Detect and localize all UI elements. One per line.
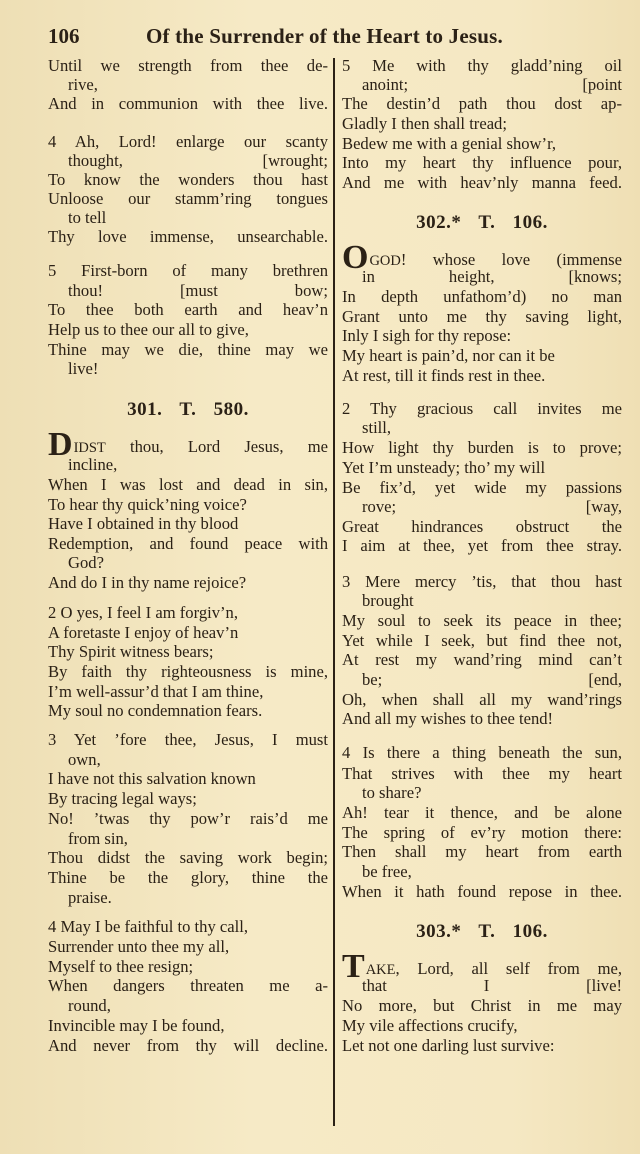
verse-line: 5 First-born of many brethren — [48, 261, 328, 280]
verse-line: The spring of ev’ry motion there: — [342, 823, 622, 842]
verse-line: The destin’d path thou dost ap- — [342, 94, 622, 113]
verse-line: Invincible may I be found, — [48, 1016, 225, 1035]
verse-line: 2 O yes, I feel I am forgiv’n, — [48, 603, 239, 622]
verse-line: to share? — [362, 783, 422, 802]
verse-line: 4 May I be faithful to thy call, — [48, 917, 248, 936]
verse-line: Bedew me with a genial show’r, — [342, 134, 557, 153]
verse-line: live! — [68, 359, 99, 378]
verse-line: anoint; [point — [362, 75, 622, 94]
verse-line: I’m well-assur’d that I am thine, — [48, 682, 264, 701]
verse-line: Unloose our stamm’ring tongues — [48, 189, 328, 208]
verse-line: Redemption, and found peace with — [48, 534, 328, 553]
small-caps-word: IDST — [73, 440, 106, 456]
verse-line: My soul no condemnation fears. — [48, 701, 263, 720]
verse-line: And never from thy will decline. — [48, 1036, 328, 1055]
verse-line — [48, 426, 328, 463]
verse-line: Have I obtained in thy blood — [48, 514, 239, 533]
verse-line: Grant unto me thy saving light, — [342, 307, 622, 326]
verse-line: Then shall my heart from earth — [342, 842, 622, 861]
page-title: Of the Surrender of the Heart to Jesus. — [146, 24, 503, 48]
verse-line: Until we strength from thee de- — [48, 56, 328, 75]
column-divider — [333, 58, 335, 1126]
verse-line: No more, but Christ in me may — [342, 996, 622, 1015]
verse-line: I aim at thee, yet from thee stray. — [342, 536, 622, 555]
verse-line: still, — [362, 418, 392, 437]
verse-line: brought — [362, 591, 414, 610]
drop-cap: O — [342, 239, 369, 276]
verse-line: Great hindrances obstruct the — [342, 517, 622, 536]
verse-line: rove; [way, — [362, 497, 622, 516]
running-header — [48, 24, 628, 52]
verse-line: My soul to seek its peace in thee; — [342, 611, 622, 630]
verse-line: 3 Mere mercy ’tis, that thou hast — [342, 572, 622, 591]
verse-line: Into my heart thy influence pour, — [342, 153, 622, 172]
verse-line: be; [end, — [362, 670, 622, 689]
verse-line: in height, [knows; — [362, 267, 622, 286]
verse-line: 3 Yet ’fore thee, Jesus, I must — [48, 730, 328, 749]
verse-line: Thine may we die, thine may we — [48, 340, 328, 359]
verse-line: To thee both earth and heav’n — [48, 300, 328, 319]
verse-line: And do I in thy name rejoice? — [48, 573, 247, 592]
verse-line: rive, — [68, 75, 98, 94]
page-number: 106 — [48, 24, 80, 48]
verse-line: God? — [68, 553, 104, 572]
hymn-heading: 303.* T. 106. — [416, 921, 548, 942]
verse-line: Yet I’m unsteady; tho’ my will — [342, 458, 546, 477]
verse-line: When I was lost and dead in sin, — [48, 475, 328, 494]
verse-line: Surrender unto thee my all, — [48, 937, 230, 956]
verse-line: Help us to thee our all to give, — [48, 320, 249, 339]
verse-line: A foretaste I enjoy of heav’n — [48, 623, 239, 642]
verse-line: Let not one darling lust survive: — [342, 1036, 555, 1055]
verse-line: Thine be the glory, thine the — [48, 868, 328, 887]
verse-line — [342, 948, 622, 985]
verse-line: My heart is pain’d, nor can it be — [342, 346, 555, 365]
verse-text: ! whose love (immense — [400, 250, 622, 269]
verse-line: Thou didst the saving work begin; — [48, 848, 328, 867]
small-caps-word: GOD — [369, 253, 401, 269]
verse-line: By faith thy righteousness is mine, — [48, 662, 328, 681]
verse-line: At rest, till it finds rest in thee. — [342, 366, 546, 385]
verse-line: I have not this salvation known — [48, 769, 256, 788]
verse-line: praise. — [68, 888, 112, 907]
verse-line: be free, — [362, 862, 412, 881]
verse-line: And in communion with thee live. — [48, 94, 328, 113]
drop-cap: D — [48, 426, 73, 463]
verse-line: When it hath found repose in thee. — [342, 882, 622, 901]
verse-line: When dangers threaten me a- — [48, 976, 328, 995]
verse-line: that I [live! — [362, 976, 622, 995]
verse-line: To hear thy quick’ning voice? — [48, 495, 247, 514]
verse-line: No! ’twas thy pow’r rais’d me — [48, 809, 328, 828]
verse-line — [342, 239, 622, 276]
verse-line: My vile affections crucify, — [342, 1016, 518, 1035]
verse-line: Myself to thee resign; — [48, 957, 194, 976]
verse-line: Thy love immense, unsearchable. — [48, 227, 328, 246]
verse-line: That strives with thee my heart — [342, 764, 622, 783]
verse-line: Be fix’d, yet wide my passions — [342, 478, 622, 497]
verse-line: own, — [68, 750, 101, 769]
verse-line: At rest my wand’ring mind can’t — [342, 650, 622, 669]
verse-text: thou, Lord Jesus, me — [105, 437, 328, 456]
verse-line: And all my wishes to thee tend! — [342, 709, 554, 728]
hymn-heading: 302.* T. 106. — [416, 212, 548, 233]
verse-line: Inly I sigh for thy repose: — [342, 326, 512, 345]
verse-line: Ah! tear it thence, and be alone — [342, 803, 622, 822]
verse-line: 2 Thy gracious call invites me — [342, 399, 622, 418]
verse-line: 4 Ah, Lord! enlarge our scanty — [48, 132, 328, 151]
verse-line: By tracing legal ways; — [48, 789, 197, 808]
verse-line: to tell — [68, 208, 107, 227]
verse-line: And me with heav’nly manna feed. — [342, 173, 622, 192]
verse-text: , Lord, all self from me, — [395, 959, 622, 978]
verse-line: round, — [68, 996, 111, 1015]
verse-line: Gladly I then shall tread; — [342, 114, 507, 133]
small-caps-word: AKE — [365, 962, 396, 978]
verse-line: incline, — [68, 455, 118, 474]
verse-line: thought, [wrought; — [68, 151, 328, 170]
verse-line: Thy Spirit witness bears; — [48, 642, 214, 661]
verse-line: thou! [must bow; — [68, 281, 328, 300]
verse-line: Oh, when shall all my wand’rings — [342, 690, 622, 709]
verse-line: Yet while I seek, but find thee not, — [342, 631, 622, 650]
verse-line: To know the wonders thou hast — [48, 170, 328, 189]
verse-line: from sin, — [68, 829, 128, 848]
drop-cap: T — [342, 948, 365, 985]
verse-line: How light thy burden is to prove; — [342, 438, 622, 457]
verse-line: 5 Me with thy gladd’ning oil — [342, 56, 622, 75]
verse-line: 4 Is there a thing beneath the sun, — [342, 743, 622, 762]
verse-line: In depth unfathom’d) no man — [342, 287, 622, 306]
hymn-heading: 301. T. 580. — [127, 399, 249, 420]
